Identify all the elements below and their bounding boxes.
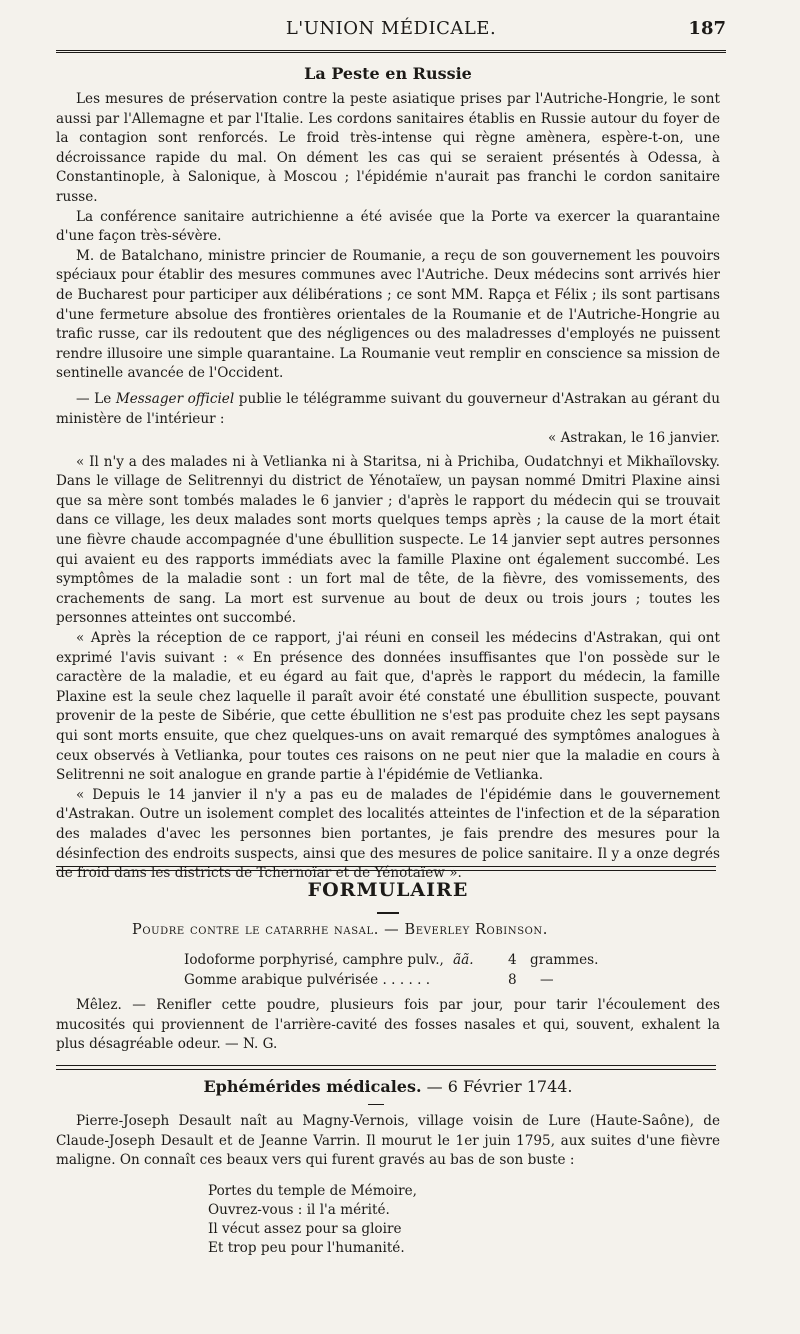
- peste-section: [56, 64, 720, 884]
- telegram-paragraph-3: « Depuis le 14 janvier il n'y a pas eu de malades de l'épidémie dans le gouvernement d'Astrakan. Outre un isolement complet des localités atteintes de l'infection et de la séparation des malades d'avec les personnes bien portantes, je fais prendre des mesures pour la désinfection des endroits suspects, ainsi que des mesures de police sanitaire. Il y a onze degrés de froid dans les districts de Tchernoïar et de Yénotaïew ».: [56, 786, 720, 882]
- ingredient-qty-2: 8: [508, 972, 517, 988]
- ingredient-name-2: Gomme arabique pulvérisée . . . . . .: [184, 972, 431, 988]
- ephemerides-date: — 6 Février 1744.: [421, 1077, 573, 1096]
- ephemerides-heading: [56, 1077, 720, 1096]
- formulaire-section: [56, 879, 720, 901]
- page-number: 187: [688, 18, 726, 39]
- poem-line-4: Et trop peu pour l'humanité.: [208, 1240, 405, 1256]
- ephemerides-title: Ephémérides médicales.: [203, 1077, 422, 1096]
- recipe-instructions-block: [56, 996, 720, 1055]
- ingredient-unit-2: —: [540, 972, 554, 988]
- messager-name: Messager officiel: [115, 390, 235, 407]
- ephemerides-body: [56, 1112, 720, 1171]
- peste-paragraph-3: M. de Batalchano, ministre princier de Roumanie, a reçu de son gouvernement les pouvoirs spéciaux pour établir des mesures communes avec l'Autriche. Deux médecins sont arrivés hier de Bucharest pour participer aux délibérations ; ce sont MM. Rapça et Félix ; ils sont partisans d'une fermeture absolue des frontières orientales de la Roumanie et de l'Autriche-Hongrie au trafic russe, car ils redoutent que des négligences ou des maladresses d'employés ne puissent rendre illusoire une simple quarantaine. La Roumanie veut remplir en conscience sa mission de sentinelle avancée de l'Occident.: [56, 247, 720, 382]
- formulaire-title: FORMULAIRE: [307, 879, 469, 901]
- ingredient-unit-1: grammes.: [530, 952, 599, 968]
- recipe-title: Poudre contre le catarrhe nasal. — Beverley Robinson.: [132, 922, 548, 938]
- ephemerides-paragraph: Pierre-Joseph Desault naît au Magny-Vernois, village voisin de Lure (Haute-Saône), de Claude-Joseph Desault et de Jeanne Varrin. Il mourut le 1er juin 1795, aux suites d'une fièvre maligne. On connaît ces beaux vers qui furent gravés au bas de son buste :: [56, 1113, 720, 1169]
- poem-line-1: Portes du temple de Mémoire,: [208, 1183, 417, 1199]
- ephemerides-rule: [56, 1065, 716, 1070]
- ingredient-name-1: Iodoforme porphyrisé, camphre pulv.,: [184, 952, 444, 968]
- formulaire-rule: [56, 866, 716, 871]
- telegram-dateline: « Astrakan, le 16 janvier.: [547, 430, 720, 447]
- recipe-heading: [56, 922, 720, 938]
- messager-paragraph: [56, 390, 720, 429]
- messager-rest: publie le télégramme suivant du gouverneur d'Astrakan au gérant du ministère de l'intérieur :: [56, 390, 720, 427]
- recipe-instructions: Mêlez. — Renifler cette poudre, plusieurs fois par jour, pour tarir l'écoulement des mucosités qui proviennent de l'arrière-cavité des fosses nasales et qui, souvent, exhalent la plus désagréable odeur. — N. G.: [56, 997, 720, 1053]
- ephemerides-title-line: [56, 1077, 720, 1096]
- peste-title: La Peste en Russie: [304, 64, 472, 83]
- poem-line-3: Il vécut assez pour sa gloire: [208, 1221, 402, 1237]
- telegram-paragraph-1: « Il n'y a des malades ni à Vetlianka ni à Staritsa, ni à Prichiba, Oudatchnyi et Mikhaïlovsky. Dans le village de Selitrennyi du district de Yénotaïew, un paysan nommé Dmitri Plaxine ainsi que sa mère sont tombés malades le 6 janvier ; d'après le rapport du médecin qui se trouvait dans ce village, les deux malades sont morts quelques temps après ; la cause de la mort était une fièvre chaude accompagnée d'une ébullition suspecte. Le 14 janvier sept autres personnes qui avaient eu des rapports immédiats avec la famille Plaxine ont également succombé. Les symptômes de la maladie sont : un fort mal de tête, de la fièvre, des vomissements, des crachements de sang. La mort est survenue au bout de deux ou trois jours ; toutes les personnes atteintes ont succombé.: [56, 453, 720, 627]
- header-rule: [56, 50, 726, 53]
- peste-paragraph-2: La conférence sanitaire autrichienne a été avisée que la Porte va exercer la quarantaine d'une façon très-sévère.: [56, 208, 720, 245]
- running-head: [56, 16, 726, 44]
- ingredient-abbr-1: ãã.: [453, 952, 474, 968]
- ephemerides-title-rule: [368, 1104, 384, 1105]
- running-title: L'UNION MÉDICALE.: [285, 18, 497, 39]
- messager-dash: — Le: [76, 390, 116, 407]
- ingredient-qty-1: 4: [508, 952, 517, 968]
- peste-paragraph-1: Les mesures de préservation contre la peste asiatique prises par l'Autriche-Hongrie, le sont aussi par l'Allemagne et par l'Italie. Les cordons sanitaires établis en Russie autour du foyer de la contagion sont renforcés. Le froid très-intense qui règne amènera, espère-t-on, une décroissance rapide du mal. On dément les cas qui se seraient présentés à Odessa, à Constantinople, à Salonique, à Moscou ; l'épidémie n'aurait pas franchi le cordon sanitaire russe.: [56, 91, 720, 205]
- formulaire-title-rule: [377, 912, 399, 914]
- poem-line-2: Ouvrez-vous : il l'a mérité.: [208, 1202, 390, 1218]
- telegram-paragraph-2: « Après la réception de ce rapport, j'ai réuni en conseil les médecins d'Astrakan, qui ont exprimé l'avis suivant : « En présence des données insuffisantes que l'on possède sur le caractère de la maladie, et eu égard au fait que, d'après le rapport du médecin, la famille Plaxine est la seule chez laquelle il paraît avoir été constaté une ébullition suspecte, pouvant provenir de la peste de Sibérie, que cette ébullition ne s'est pas produite chez les sept paysans qui sont morts ensuite, que chez quelques-uns on avait remarqué des symptômes analogues à ceux observés à Vetlianka, pour toutes ces raisons on ne peut nier que la maladie en cours à Selitrenni ne soit analogue en grande partie à l'épidémie de Vetlianka.: [56, 630, 720, 784]
